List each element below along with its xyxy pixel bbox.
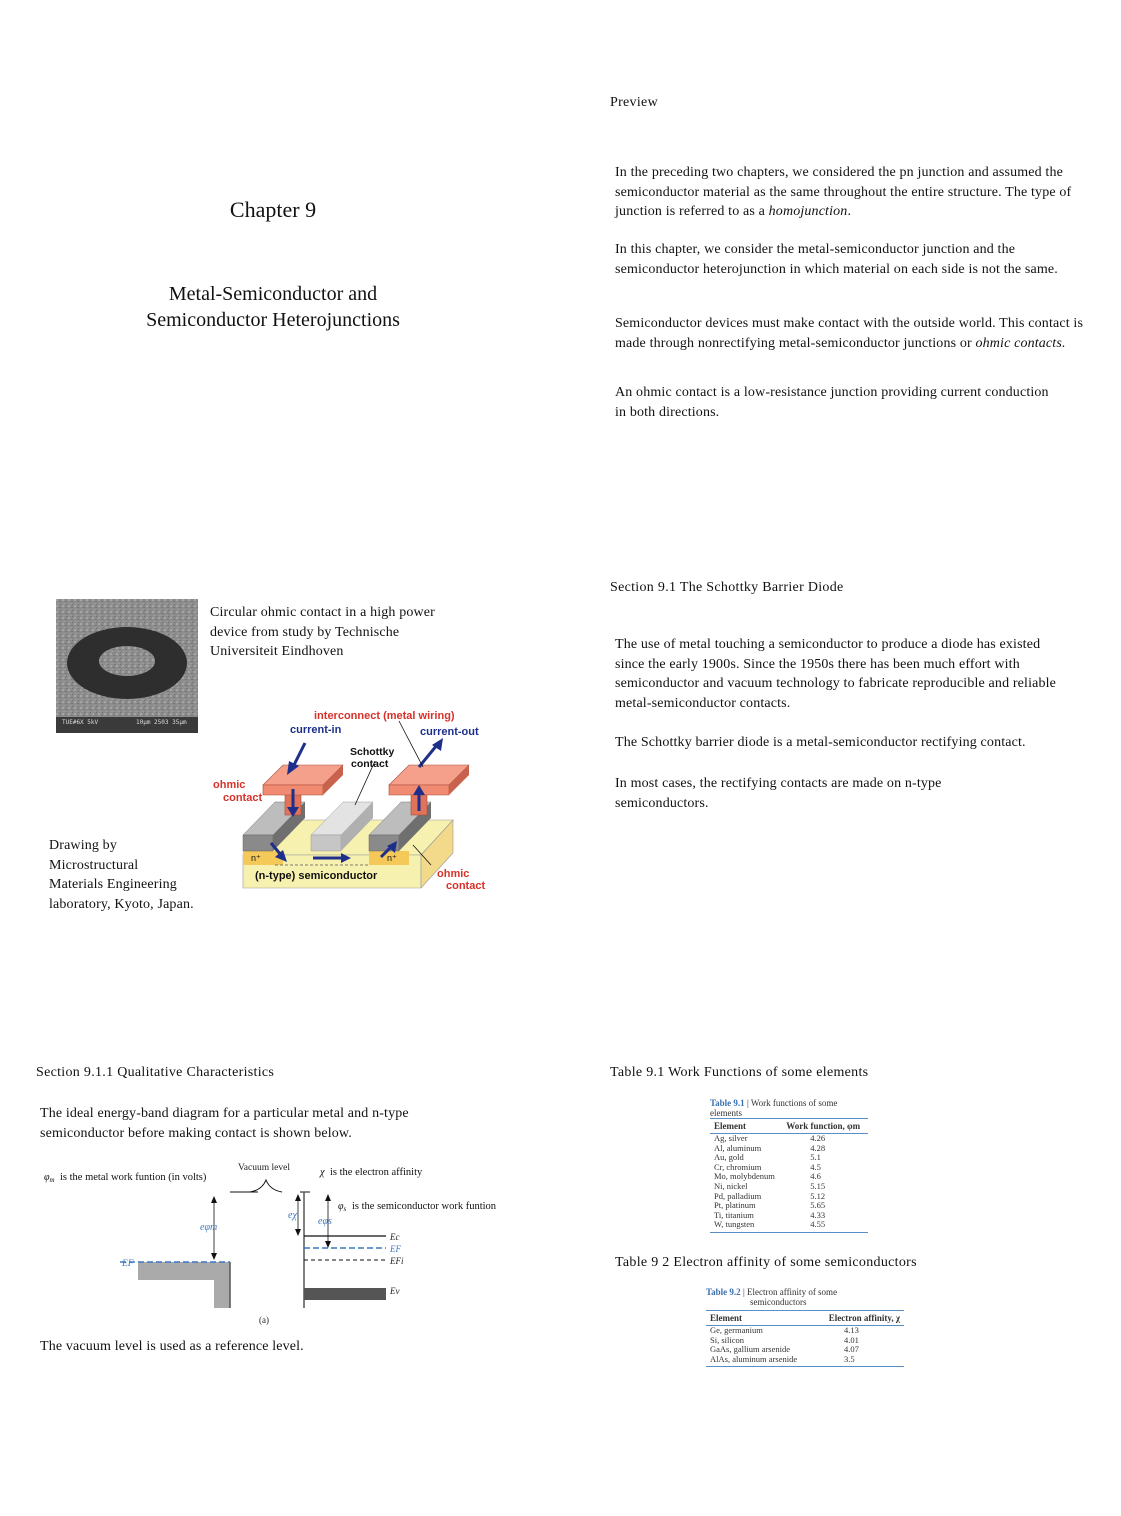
phi-m-symbol: $\varphi_m$: [44, 1172, 55, 1184]
phi-m-note: is the metal work funtion (in volts): [60, 1172, 207, 1183]
cell: Ti, titanium: [714, 1209, 754, 1220]
label-n-plus-left: n⁺: [251, 853, 261, 863]
table-9-2-heading: Table 9 2 Electron affinity of some semiconductors: [615, 1255, 917, 1270]
work-function-table: [710, 1118, 868, 1233]
label-ohmic-left: ohmic: [213, 779, 246, 791]
table-row: [710, 1220, 868, 1232]
cell: 5.12: [810, 1190, 826, 1201]
ev-label: Ev: [390, 1286, 400, 1296]
cell: AlAs, aluminum arsenide: [706, 1355, 814, 1367]
section-9-1-1-para-2: The vacuum level is used as a reference level.: [40, 1339, 304, 1354]
label-schottky: Schottky: [350, 746, 395, 758]
table-9-2-caption-line-2: semiconductors: [750, 1297, 807, 1307]
label-n-plus-right: n⁺: [387, 853, 397, 863]
section-9-1-para-2: The Schottky barrier diode is a metal-semiconductor rectifying contact.: [615, 735, 1026, 750]
cell: 5.65: [810, 1200, 826, 1211]
para-end: .: [847, 204, 852, 219]
homojunction-term: homojunction: [768, 204, 848, 219]
cell: Pd, palladium: [714, 1190, 762, 1201]
electron-affinity-table: [706, 1310, 904, 1367]
cell: Ni, nickel: [714, 1180, 748, 1191]
para-text: Semiconductor devices must make contact with the outside world. This contact is made through nonrectifying metal-semiconductor junctions or: [615, 316, 1084, 351]
caption-num: Table 9.1: [710, 1098, 745, 1108]
phi-s-symbol: $\varphi_s$: [338, 1201, 347, 1213]
label-schottky-contact: contact: [351, 758, 389, 770]
cell: 4.5: [810, 1161, 821, 1172]
preview-heading: Preview: [610, 95, 658, 110]
figure-label: (a): [259, 1315, 269, 1325]
cell: 4.07: [844, 1344, 859, 1355]
section-9-1-1-heading: Section 9.1.1 Qualitative Characteristics: [36, 1065, 275, 1080]
caption-text: Electron affinity of some: [747, 1287, 838, 1297]
ef-label: EF: [390, 1244, 401, 1254]
label-current-out: current-out: [420, 726, 479, 738]
photo-label-right: 10µm 2503 35µm: [136, 719, 187, 726]
caption-num: Table 9.2: [706, 1287, 741, 1297]
table-9-1-heading: Table 9.1 Work Functions of some elements: [610, 1065, 869, 1080]
cell: 3.5: [814, 1355, 904, 1367]
cell: Ge, germanium: [710, 1325, 763, 1335]
preview-para-1: [615, 163, 1093, 222]
schottky-device-diagram: [205, 705, 505, 900]
ec-label: Ec: [390, 1232, 400, 1242]
preview-para-4: An ohmic contact is a low-resistance junction providing current conduction in both directions.: [615, 385, 1049, 420]
label-current-in: current-in: [290, 724, 342, 736]
table-9-1: [710, 1098, 868, 1233]
table-9-2-caption: Table 9.2 | Electron affinity of some: [706, 1287, 838, 1297]
e-phi-s-label: eφs: [318, 1216, 332, 1227]
cell: 4.33: [810, 1209, 826, 1220]
photo-caption: Circular ohmic contact in a high power device from study by Technische Universiteit Eindhoven: [210, 605, 435, 659]
cell: Pt, platinum: [714, 1200, 756, 1211]
chapter-title: Chapter 9: [229, 197, 317, 222]
label-ohmic-left-contact: contact: [223, 792, 263, 804]
table-9-2: [706, 1287, 904, 1367]
label-interconnect: interconnect (metal wiring): [314, 710, 455, 722]
cell: 4.13: [844, 1325, 859, 1335]
sem-photo-graphic: [56, 599, 198, 733]
section-9-1-1-para-1: The ideal energy-band diagram for a particular metal and n-type semiconductor before making contact is shown below.: [40, 1106, 409, 1141]
cell: 4.6: [810, 1171, 821, 1182]
col-electron-affinity: Electron affinity, χ: [814, 1311, 904, 1326]
cell: W, tungsten: [710, 1220, 782, 1232]
credit-line-2: Microstructural: [49, 857, 139, 873]
energy-band-diagram: [40, 1158, 520, 1330]
col-element: Element: [706, 1311, 814, 1326]
cell: 4.55: [782, 1220, 868, 1232]
caption-text: Work functions of some elements: [710, 1098, 838, 1118]
preview-para-3: [615, 314, 1093, 353]
cell: Ag, silver: [714, 1133, 748, 1143]
ohmic-contacts-term: ohmic contacts.: [975, 335, 1066, 351]
cell: Cr, chromium: [714, 1161, 762, 1172]
sem-photo: [56, 599, 198, 733]
photo-label-left: TUE#6X 5kV: [62, 719, 99, 726]
efi-label: EFi: [390, 1256, 404, 1266]
subtitle-line-1: Metal-Semiconductor and: [168, 283, 378, 305]
cell: Mo, molybdenum: [714, 1171, 775, 1182]
cell: Si, silicon: [710, 1334, 745, 1345]
label-semiconductor: (n-type) semiconductor: [255, 870, 378, 882]
e-phi-m-label: eφm: [200, 1222, 218, 1233]
credit-line-1: Drawing by: [49, 838, 117, 853]
table-9-1-caption: Table 9.1 | Work functions of some elements: [710, 1098, 838, 1118]
cell: Al, aluminum: [714, 1142, 762, 1153]
label-ohmic-right-contact: contact: [446, 880, 486, 892]
credit-line-3: Materials Engineering: [49, 877, 177, 892]
cell: GaAs, gallium arsenide: [710, 1344, 791, 1355]
section-9-1-para-1: The use of metal touching a semiconductor to produce a diode has existed since the early 1900s. Since the 1950s there has been much effort with semiconductor and vacuum technology to fabricate reproducible and reliable metal-semiconductor contacts.: [615, 637, 1057, 711]
cell: 4.28: [810, 1142, 826, 1153]
phi-s-note: is the semiconductor work funtion: [352, 1201, 497, 1212]
para-text: In the preceding two chapters, we considered the pn junction and assumed the semiconductor material as the same throughout the entire structure. The type of junction is referred to as a: [615, 165, 1072, 219]
vacuum-level-label: Vacuum level: [238, 1163, 290, 1173]
section-9-1-para-3: In most cases, the rectifying contacts are made on n-type semiconductors.: [615, 776, 942, 811]
table-row: [706, 1355, 904, 1367]
chapter-subtitle: [100, 281, 446, 333]
e-chi-label: eχ: [288, 1210, 297, 1221]
subtitle-line-2: Semiconductor Heterojunctions: [146, 309, 400, 331]
cell: 5.1: [810, 1152, 821, 1163]
chi-symbol: χ: [320, 1167, 325, 1178]
drawing-credit: [49, 836, 219, 914]
chi-note: is the electron affinity: [330, 1167, 423, 1178]
col-work-function: Work function, φm: [782, 1119, 868, 1134]
cell: Au, gold: [714, 1152, 744, 1163]
cell: 4.26: [810, 1133, 826, 1143]
cell: 4.01: [844, 1334, 859, 1345]
cell: 5.15: [810, 1180, 826, 1191]
ef-metal-label: EF: [122, 1259, 134, 1269]
label-ohmic-right: ohmic: [437, 868, 470, 880]
credit-line-4: laboratory, Kyoto, Japan.: [49, 896, 194, 912]
preview-para-2: In this chapter, we consider the metal-semiconductor junction and the semiconductor heterojunction in which material on each side is not the same.: [615, 242, 1058, 277]
col-element: Element: [710, 1119, 782, 1134]
section-9-1-heading: Section 9.1 The Schottky Barrier Diode: [610, 580, 844, 595]
